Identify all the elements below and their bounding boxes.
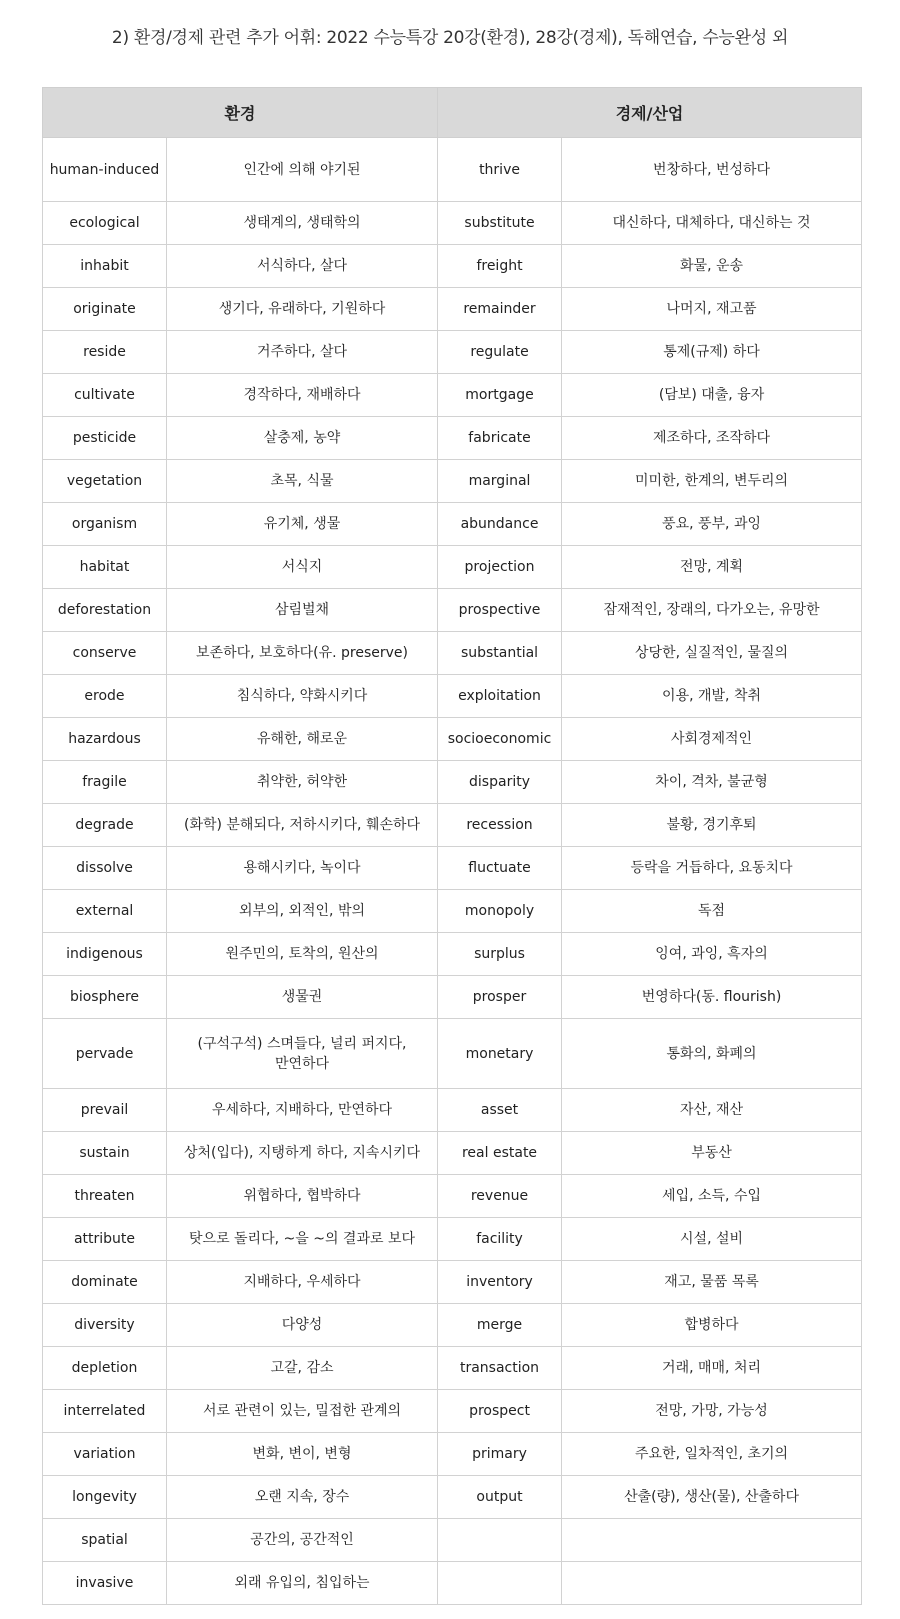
table-row [43,1019,862,1089]
table-row [43,138,862,202]
env-meaning-cell: 보존하다, 보호하다(유. preserve) [167,632,438,675]
eco-word-cell: mortgage [438,374,562,417]
table-row [43,1390,862,1433]
eco-word-cell: regulate [438,331,562,374]
eco-meaning-cell: 부동산 [562,1132,862,1175]
env-word-cell: longevity [43,1476,167,1519]
eco-meaning-cell: 통화의, 화폐의 [562,1019,862,1089]
eco-word-cell: substantial [438,632,562,675]
env-meaning-cell: 탓으로 돌리다, ~을 ~의 결과로 보다 [167,1218,438,1261]
eco-meaning-cell: 세입, 소득, 수입 [562,1175,862,1218]
table-row [43,202,862,245]
eco-word-cell: monopoly [438,890,562,933]
eco-word-cell: substitute [438,202,562,245]
table-row [43,804,862,847]
env-word-cell: fragile [43,761,167,804]
env-word-cell: dissolve [43,847,167,890]
eco-meaning-cell: 잠재적인, 장래의, 다가오는, 유망한 [562,589,862,632]
eco-word-cell: primary [438,1433,562,1476]
header-environment: 환경 [43,88,438,138]
table-row [43,417,862,460]
env-meaning-cell: 고갈, 감소 [167,1347,438,1390]
eco-meaning-cell: 미미한, 한계의, 변두리의 [562,460,862,503]
env-word-cell: diversity [43,1304,167,1347]
env-word-cell: erode [43,675,167,718]
eco-meaning-cell: 전망, 가망, 가능성 [562,1390,862,1433]
eco-word-cell: socioeconomic [438,718,562,761]
env-meaning-cell: 유해한, 해로운 [167,718,438,761]
table-row [43,374,862,417]
eco-word-cell: transaction [438,1347,562,1390]
env-meaning-cell: 서식지 [167,546,438,589]
eco-word-cell: exploitation [438,675,562,718]
env-meaning-cell: 공간의, 공간적인 [167,1519,438,1562]
env-meaning-cell: 원주민의, 토착의, 원산의 [167,933,438,976]
table-row [43,718,862,761]
table-row [43,890,862,933]
eco-meaning-cell: 번영하다(동. flourish) [562,976,862,1019]
eco-word-cell: freight [438,245,562,288]
eco-meaning-cell: 전망, 계획 [562,546,862,589]
env-word-cell: threaten [43,1175,167,1218]
eco-word-cell: inventory [438,1261,562,1304]
env-meaning-cell: (구석구석) 스며들다, 널리 퍼지다, 만연하다 [167,1019,438,1089]
eco-word-cell: revenue [438,1175,562,1218]
eco-word-cell: fluctuate [438,847,562,890]
env-word-cell: interrelated [43,1390,167,1433]
env-word-cell: variation [43,1433,167,1476]
eco-word-cell: recession [438,804,562,847]
table-row [43,331,862,374]
table-row [43,1089,862,1132]
table-row [43,632,862,675]
table-row [43,1433,862,1476]
table-row [43,503,862,546]
env-meaning-cell: 외부의, 외적인, 밖의 [167,890,438,933]
eco-word-cell: prospective [438,589,562,632]
eco-word-cell: disparity [438,761,562,804]
env-word-cell: pervade [43,1019,167,1089]
eco-word-cell: facility [438,1218,562,1261]
table-header-row [43,88,862,138]
table-row [43,1261,862,1304]
env-word-cell: conserve [43,632,167,675]
eco-meaning-cell: 통제(규제) 하다 [562,331,862,374]
env-meaning-cell: 초목, 식물 [167,460,438,503]
env-word-cell: degrade [43,804,167,847]
eco-meaning-cell: 자산, 재산 [562,1089,862,1132]
table-row [43,460,862,503]
table-row [43,288,862,331]
env-word-cell: invasive [43,1562,167,1605]
env-word-cell: vegetation [43,460,167,503]
eco-word-cell: merge [438,1304,562,1347]
table-row [43,245,862,288]
table-row [43,933,862,976]
env-word-cell: depletion [43,1347,167,1390]
table-row [43,1304,862,1347]
eco-word-cell: marginal [438,460,562,503]
env-word-cell: attribute [43,1218,167,1261]
env-meaning-cell: 침식하다, 약화시키다 [167,675,438,718]
table-row [43,976,862,1019]
table-row [43,761,862,804]
env-meaning-cell: 지배하다, 우세하다 [167,1261,438,1304]
eco-meaning-cell [562,1519,862,1562]
eco-meaning-cell: 등락을 거듭하다, 요동치다 [562,847,862,890]
table-row [43,1476,862,1519]
env-meaning-cell: 경작하다, 재배하다 [167,374,438,417]
env-meaning-cell: 상처(입다), 지탱하게 하다, 지속시키다 [167,1132,438,1175]
eco-meaning-cell: 거래, 매매, 처리 [562,1347,862,1390]
env-meaning-cell: 생태계의, 생태학의 [167,202,438,245]
eco-meaning-cell: 주요한, 일차적인, 초기의 [562,1433,862,1476]
eco-word-cell: thrive [438,138,562,202]
table-row [43,1175,862,1218]
env-word-cell: sustain [43,1132,167,1175]
vocabulary-table [42,87,862,1605]
eco-meaning-cell: 재고, 물품 목록 [562,1261,862,1304]
eco-meaning-cell: 화물, 운송 [562,245,862,288]
env-word-cell: indigenous [43,933,167,976]
table-row [43,589,862,632]
table-row [43,1519,862,1562]
eco-meaning-cell: 풍요, 풍부, 과잉 [562,503,862,546]
env-word-cell: prevail [43,1089,167,1132]
eco-meaning-cell: (담보) 대출, 융자 [562,374,862,417]
env-word-cell: habitat [43,546,167,589]
eco-meaning-cell: 상당한, 실질적인, 물질의 [562,632,862,675]
env-word-cell: inhabit [43,245,167,288]
env-meaning-cell: 유기체, 생물 [167,503,438,546]
table-row [43,546,862,589]
eco-meaning-cell: 이용, 개발, 착취 [562,675,862,718]
table-row [43,847,862,890]
env-word-cell: hazardous [43,718,167,761]
env-meaning-cell: 생기다, 유래하다, 기원하다 [167,288,438,331]
env-meaning-cell: 인간에 의해 야기된 [167,138,438,202]
env-meaning-cell: 거주하다, 살다 [167,331,438,374]
env-word-cell: organism [43,503,167,546]
env-word-cell: reside [43,331,167,374]
table-row [43,1132,862,1175]
env-meaning-cell: 생물권 [167,976,438,1019]
page-title: 2) 환경/경제 관련 추가 어휘: 2022 수능특강 20강(환경), 28강(경제), 독해연습, 수능완성 외 [111,28,789,48]
env-meaning-cell: 오랜 지속, 장수 [167,1476,438,1519]
table-row [43,1347,862,1390]
env-word-cell: originate [43,288,167,331]
env-word-cell: external [43,890,167,933]
eco-meaning-cell: 사회경제적인 [562,718,862,761]
env-meaning-cell: 살충제, 농약 [167,417,438,460]
eco-meaning-cell: 잉여, 과잉, 흑자의 [562,933,862,976]
env-word-cell: cultivate [43,374,167,417]
env-meaning-cell: 삼림벌채 [167,589,438,632]
eco-word-cell: asset [438,1089,562,1132]
eco-meaning-cell: 독점 [562,890,862,933]
env-meaning-cell: 위협하다, 협박하다 [167,1175,438,1218]
env-meaning-cell: 우세하다, 지배하다, 만연하다 [167,1089,438,1132]
eco-word-cell: real estate [438,1132,562,1175]
eco-meaning-cell: 산출(량), 생산(물), 산출하다 [562,1476,862,1519]
eco-word-cell: prospect [438,1390,562,1433]
env-word-cell: biosphere [43,976,167,1019]
eco-word-cell [438,1562,562,1605]
eco-word-cell: abundance [438,503,562,546]
eco-meaning-cell [562,1562,862,1605]
eco-meaning-cell: 나머지, 재고품 [562,288,862,331]
env-meaning-cell: (화학) 분해되다, 저하시키다, 훼손하다 [167,804,438,847]
eco-word-cell: projection [438,546,562,589]
table-row [43,1562,862,1605]
env-word-cell: ecological [43,202,167,245]
eco-word-cell: remainder [438,288,562,331]
eco-meaning-cell: 시설, 설비 [562,1218,862,1261]
eco-word-cell: output [438,1476,562,1519]
env-meaning-cell: 변화, 변이, 변형 [167,1433,438,1476]
eco-meaning-cell: 대신하다, 대체하다, 대신하는 것 [562,202,862,245]
env-meaning-cell: 취약한, 허약한 [167,761,438,804]
eco-meaning-cell: 차이, 격차, 불균형 [562,761,862,804]
table-body [43,138,862,1605]
env-meaning-cell: 서식하다, 살다 [167,245,438,288]
eco-meaning-cell: 제조하다, 조작하다 [562,417,862,460]
env-word-cell: spatial [43,1519,167,1562]
env-word-cell: deforestation [43,589,167,632]
eco-word-cell: monetary [438,1019,562,1089]
table-row [43,1218,862,1261]
env-word-cell: pesticide [43,417,167,460]
eco-meaning-cell: 합병하다 [562,1304,862,1347]
table-row [43,675,862,718]
env-word-cell: human-induced [43,138,167,202]
env-meaning-cell: 외래 유입의, 침입하는 [167,1562,438,1605]
eco-word-cell [438,1519,562,1562]
eco-word-cell: prosper [438,976,562,1019]
eco-word-cell: surplus [438,933,562,976]
header-economy: 경제/산업 [438,88,862,138]
eco-meaning-cell: 번창하다, 번성하다 [562,138,862,202]
env-meaning-cell: 서로 관련이 있는, 밀접한 관계의 [167,1390,438,1433]
env-word-cell: dominate [43,1261,167,1304]
eco-word-cell: fabricate [438,417,562,460]
eco-meaning-cell: 불황, 경기후퇴 [562,804,862,847]
env-meaning-cell: 용해시키다, 녹이다 [167,847,438,890]
env-meaning-cell: 다양성 [167,1304,438,1347]
